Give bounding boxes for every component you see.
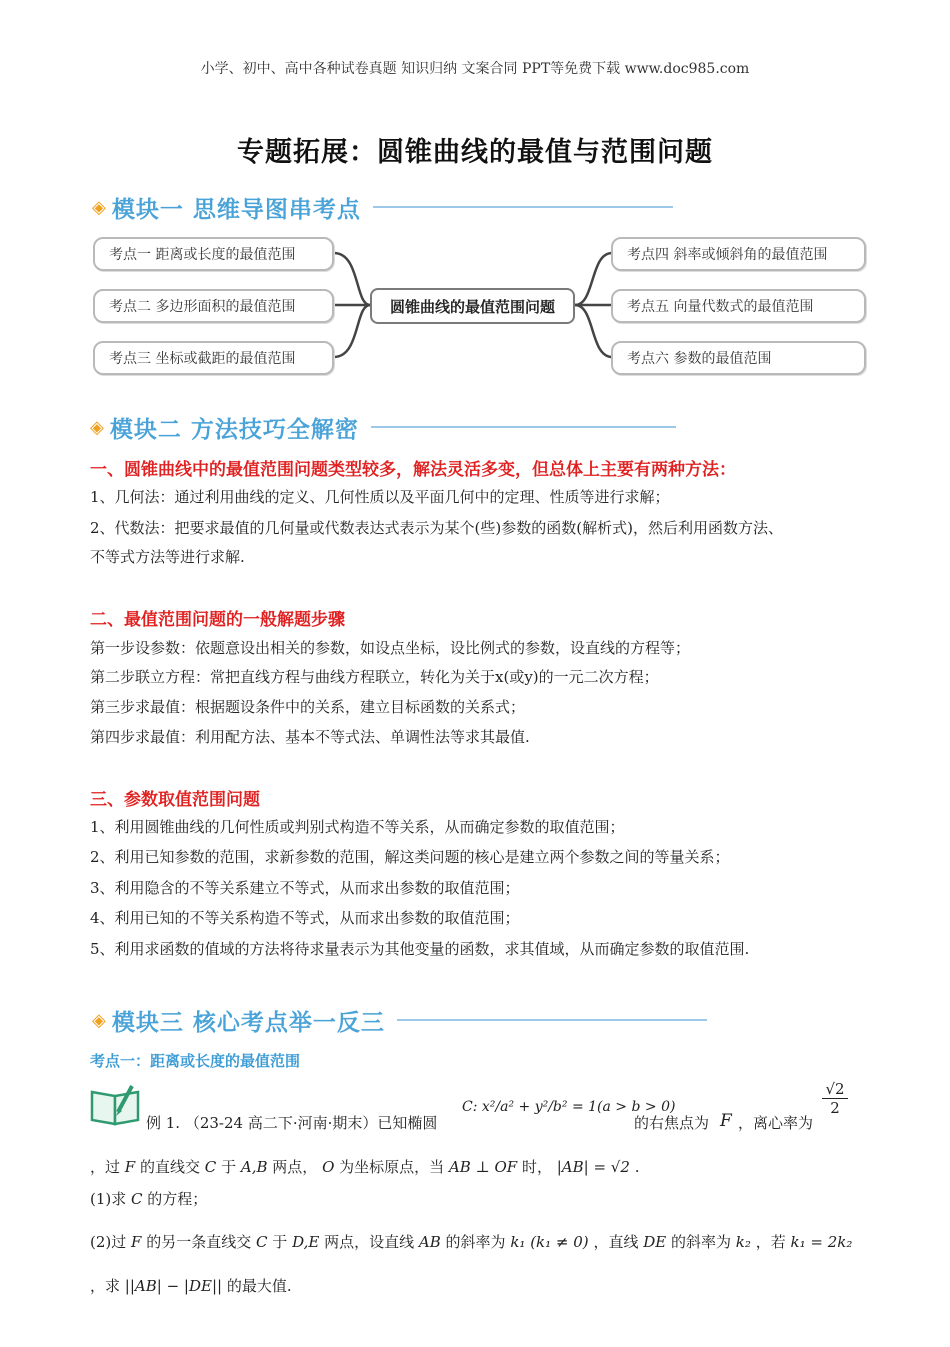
perp-condition: AB ⊥ OF xyxy=(448,1158,518,1176)
line2-d: 两点， xyxy=(272,1158,318,1176)
mindmap-right-node-6: 考点六 参数的最值范围 xyxy=(611,341,866,375)
mindmap-right-node-4: 考点四 斜率或倾斜角的最值范围 xyxy=(611,237,866,271)
q3-b: 的最大值. xyxy=(226,1277,292,1295)
section3-heading: 三、参数取值范围问题 xyxy=(90,790,260,810)
q2-a: (2)过 xyxy=(90,1233,127,1251)
question-2-tail xyxy=(90,1276,292,1296)
ecc-numerator: √2 xyxy=(825,1080,845,1098)
section3-line-3: 3、利用隐含的不等关系建立不等式，从而求出参数的取值范围； xyxy=(90,879,520,897)
section2-line-4: 第四步求最值：利用配方法、基本不等式法、单调性法等求其最值. xyxy=(90,728,530,746)
section2-line-3: 第三步求最值：根据题设条件中的关系，建立目标函数的关系式； xyxy=(90,698,526,716)
section1-line-3: 不等式方法等进行求解. xyxy=(90,548,245,566)
slope-relation: k₁ = 2k₂ xyxy=(790,1233,853,1251)
section3-line-4: 4、利用已知的不等关系构造不等式，从而求出参数的取值范围； xyxy=(90,909,520,927)
line2 xyxy=(90,1157,639,1177)
mindmap-left-node-3: 考点三 坐标或截距的最值范围 xyxy=(93,341,334,375)
example-lead: 例 1. （23-24 高二下·河南·期末）已知椭圆 xyxy=(146,1114,438,1132)
module3-heading xyxy=(92,1003,707,1037)
q3-a: ，求 xyxy=(90,1277,121,1295)
ecc-denominator: 2 xyxy=(822,1098,848,1117)
q2-C: C xyxy=(256,1233,268,1251)
line2-b: 的直线交 xyxy=(140,1158,201,1176)
page-title: 专题拓展：圆锥曲线的最值与范围问题 xyxy=(237,137,713,168)
diamond-icon: ◈ xyxy=(90,416,104,438)
DE-points: D,E xyxy=(292,1233,320,1251)
q1-C: C xyxy=(131,1190,143,1208)
module2-rule xyxy=(371,426,676,428)
section3-line-1: 1、利用圆锥曲线的几何性质或判别式构造不等关系，从而确定参数的取值范围； xyxy=(90,818,625,836)
section2-line-2: 第二步联立方程：常把直线方程与曲线方程联立，转化为关于x(或y)的一元二次方程； xyxy=(90,668,659,686)
mindmap-left-node-2: 考点二 多边形面积的最值范围 xyxy=(93,289,334,323)
example-text-ecc: ，离心率为 xyxy=(738,1114,814,1132)
diamond-icon: ◈ xyxy=(92,196,106,218)
line2-c: 于 xyxy=(221,1158,237,1176)
q2-c: 于 xyxy=(272,1233,288,1251)
example-text-focus: 的右焦点为 xyxy=(634,1114,710,1132)
target-expression: ||AB| − |DE|| xyxy=(124,1277,223,1295)
q1-b: 的方程； xyxy=(147,1190,208,1208)
question-1 xyxy=(90,1189,207,1209)
F-ref: F xyxy=(124,1158,136,1176)
mindmap-left-node-1: 考点一 距离或长度的最值范围 xyxy=(93,237,334,271)
line2-a: ，过 xyxy=(90,1158,121,1176)
topic-heading: 考点一：距离或长度的最值范围 xyxy=(90,1052,301,1070)
q2-F: F xyxy=(131,1233,142,1251)
module1-title: 模块一 思维导图串考点 xyxy=(111,196,361,223)
section1-line-2: 2、代数法：把要求最值的几何量或代数表达式表示为某个(些)参数的函数(解析式)，然后利用函数方法、 xyxy=(90,519,783,537)
module2-heading xyxy=(90,410,676,444)
section1-heading: 一、圆锥曲线中的最值范围问题类型较多，解法灵活多变，但总体上主要有两种方法： xyxy=(90,460,736,480)
AB-points: A,B xyxy=(240,1158,268,1176)
k2-slope: k₂ xyxy=(735,1233,751,1251)
module3-title: 模块三 核心考点举一反三 xyxy=(111,1009,385,1036)
q2-g: 的斜率为 xyxy=(671,1233,732,1251)
q2-b: 的另一条直线交 xyxy=(146,1233,252,1251)
mindmap-center-node: 圆锥曲线的最值范围问题 xyxy=(370,288,575,324)
section2-line-1: 第一步设参数：依题意设出相关的参数，如设点坐标，设比例式的参数，设直线的方程等； xyxy=(90,639,691,657)
section1-line-1: 1、几何法：通过利用曲线的定义、几何性质以及平面几何中的定理、性质等进行求解； xyxy=(90,488,670,506)
q1-a: (1)求 xyxy=(90,1190,127,1208)
line2-e: 为坐标原点，当 xyxy=(339,1158,445,1176)
book-icon xyxy=(88,1082,144,1128)
section3-line-2: 2、利用已知参数的范围，求新参数的范围，解这类问题的核心是建立两个参数之间的等量关系； xyxy=(90,848,730,866)
module1-rule xyxy=(373,206,673,208)
AB-length: |AB| = √2 xyxy=(556,1158,630,1176)
q2-h: ，若 xyxy=(755,1233,786,1251)
k1-slope: k₁ (k₁ ≠ 0) xyxy=(510,1233,589,1251)
module3-rule xyxy=(397,1019,707,1021)
section3-line-5: 5、利用求函数的值域的方法将待求量表示为其他变量的函数，求其值域，从而确定参数的取值范围. xyxy=(90,940,750,958)
ellipse-equation: C: x²/a² + y²/b² = 1(a > b > 0) xyxy=(462,1099,676,1115)
question-2 xyxy=(90,1232,852,1252)
line2-f: 时， xyxy=(521,1158,552,1176)
line2-g: . xyxy=(634,1158,640,1176)
eccentricity-fraction xyxy=(822,1080,848,1117)
q2-e: 的斜率为 xyxy=(445,1233,506,1251)
diamond-icon: ◈ xyxy=(92,1009,106,1031)
O-ref: O xyxy=(322,1158,335,1176)
module1-heading xyxy=(92,190,673,224)
focus-symbol: F xyxy=(720,1111,732,1131)
section2-heading: 二、最值范围问题的一般解题步骤 xyxy=(90,610,345,630)
DE-line: DE xyxy=(643,1233,667,1251)
mindmap-right-node-5: 考点五 向量代数式的最值范围 xyxy=(611,289,866,323)
module2-title: 模块二 方法技巧全解密 xyxy=(109,416,359,443)
q2-d: 两点，设直线 xyxy=(324,1233,415,1251)
AB-line: AB xyxy=(418,1233,441,1251)
q2-f: ，直线 xyxy=(593,1233,639,1251)
C-ref: C xyxy=(204,1158,217,1176)
page-header: 小学、初中、高中各种试卷真题 知识归纳 文案合同 PPT等免费下载 www.doc985.com xyxy=(200,61,750,77)
